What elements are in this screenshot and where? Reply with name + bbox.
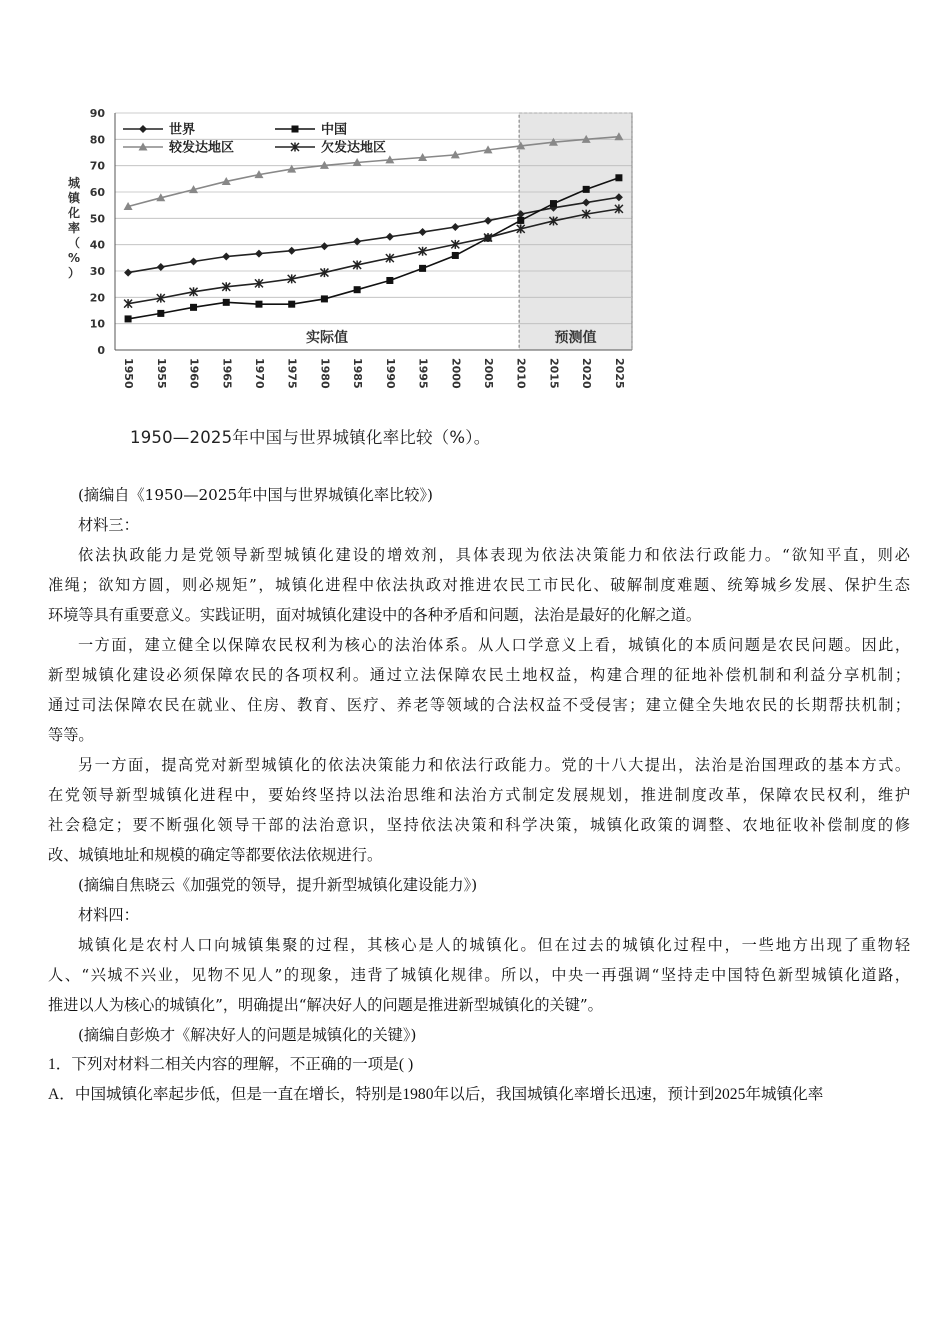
x-tick-label: 1975 xyxy=(285,358,299,389)
x-tick-label: 1985 xyxy=(351,358,365,389)
legend-item xyxy=(123,140,234,156)
data-point xyxy=(615,174,622,181)
paragraph-line: 依法执政能力是党领导新型城镇化建设的增效剂，具体表现为依法决策能力和依法行政能力。“欲知平直，则必 xyxy=(78,546,910,564)
y-tick-label: 70 xyxy=(89,159,105,173)
paragraph-line: 社会稳定；要不断强化领导干部的法治意识，坚持依法决策和科学决策，城镇化政策的调整、农地征收补偿制度的修 xyxy=(48,816,910,834)
data-point xyxy=(583,186,590,193)
x-tick-label: 2000 xyxy=(449,358,463,389)
data-point xyxy=(292,126,299,133)
data-point xyxy=(190,304,197,311)
data-point xyxy=(550,200,557,207)
x-tick-label: 2015 xyxy=(547,358,561,389)
y-axis-label xyxy=(67,176,81,280)
legend-label: 中国 xyxy=(321,122,348,138)
data-point xyxy=(288,301,295,308)
y-tick-label: 50 xyxy=(89,212,105,226)
x-tick-label: 2025 xyxy=(612,358,626,389)
y-axis-title: 城镇化率（%） xyxy=(67,176,81,280)
data-point xyxy=(125,315,132,322)
data-point xyxy=(288,247,296,255)
forecast-region xyxy=(519,113,632,350)
x-tick-label: 1950 xyxy=(122,358,136,389)
data-point xyxy=(222,253,230,261)
paragraph-line: 人、“兴城不兴业，见物不见人”的现象，违背了城镇化规律。所以，中央一再强调“坚持走中国特色新型城镇化道路， xyxy=(48,966,910,984)
data-point xyxy=(157,263,165,271)
data-point xyxy=(517,217,524,224)
paragraph-line: 等等。 xyxy=(48,726,94,744)
urbanization-line-chart xyxy=(60,95,650,405)
source-note: (摘编自《1950—2025年中国与世界城镇化率比较》) xyxy=(78,486,433,504)
x-tick-labels xyxy=(122,358,626,389)
data-point xyxy=(386,233,394,241)
actual-region-label: 实际值 xyxy=(306,330,349,346)
legend xyxy=(123,122,386,156)
y-tick-label: 20 xyxy=(89,291,105,305)
data-point xyxy=(386,277,393,284)
y-tick-label: 60 xyxy=(89,186,105,199)
data-point xyxy=(320,242,328,250)
legend-item xyxy=(275,122,347,138)
y-tick-label: 0 xyxy=(97,344,105,357)
x-tick-label: 2020 xyxy=(580,358,594,389)
x-tick-label: 1995 xyxy=(416,358,430,389)
paragraph-line: 推进以人为核心的城镇化”，明确提出“解决好人的问题是推进新型城镇化的关键”。 xyxy=(48,996,603,1014)
legend-label: 世界 xyxy=(169,122,196,138)
y-tick-label: 90 xyxy=(89,107,105,120)
data-point xyxy=(255,301,262,308)
y-tick-label: 40 xyxy=(89,238,105,252)
data-point xyxy=(223,299,230,306)
source-note: (摘编自焦晓云《加强党的领导，提升新型城镇化建设能力》) xyxy=(78,876,478,894)
x-tick-label: 1960 xyxy=(187,358,201,389)
document-body xyxy=(48,480,910,1110)
paragraph-line: 新型城镇化建设必须保障农民的各项权利。通过立法保障农民土地权益，构建合理的征地补偿机制和利益分享机制； xyxy=(48,666,910,684)
paragraph-line: 一方面，建立健全以保障农民权利为核心的法治体系。从人口学意义上看，城镇化的本质问题是农民问题。因此， xyxy=(78,636,910,654)
data-point xyxy=(452,252,459,259)
data-point xyxy=(419,265,426,272)
data-point xyxy=(157,310,164,317)
x-tick-label: 2005 xyxy=(482,358,496,389)
section-heading: 材料三： xyxy=(78,516,139,534)
x-tick-label: 1965 xyxy=(220,358,234,389)
legend-label: 较发达地区 xyxy=(169,140,235,156)
x-tick-label: 1980 xyxy=(318,358,332,389)
question-option-a: A．中国城镇化率起步低，但是一直在增长，特别是1980年以后，我国城镇化率增长迅速，预计到2025年城镇化率 xyxy=(48,1086,824,1103)
y-tick-labels xyxy=(90,107,106,357)
section-heading: 材料四： xyxy=(78,906,139,924)
x-tick-label: 1955 xyxy=(154,358,168,389)
forecast-region-label: 预测值 xyxy=(554,330,597,346)
data-point xyxy=(124,269,132,277)
paragraph-line: 准绳；欲知方圆，则必规矩”，城镇化进程中依法执政对推进农民工市民化、破解制度难题、统筹城乡发展、保护生态 xyxy=(48,576,910,594)
legend-item xyxy=(123,122,195,138)
data-point xyxy=(321,295,328,302)
legend-label: 欠发达地区 xyxy=(321,140,387,156)
y-tick-label: 30 xyxy=(89,265,105,278)
x-tick-label: 1970 xyxy=(252,358,266,389)
data-point xyxy=(354,286,361,293)
legend-item xyxy=(275,140,386,156)
paragraph-line: 环境等具有重要意义。实践证明，面对城镇化建设中的各种矛盾和问题，法治是最好的化解之道。 xyxy=(48,606,702,624)
question-stem: 1．下列对材料二相关内容的理解，不正确的一项是( ) xyxy=(48,1056,414,1073)
data-point xyxy=(451,223,459,231)
paragraph-line: 城镇化是农村人口向城镇集聚的过程，其核心是人的城镇化。但在过去的城镇化过程中，一些地方出现了重物轻 xyxy=(78,936,910,954)
data-point xyxy=(484,217,492,225)
paragraph-line: 另一方面，提高党对新型城镇化的依法决策能力和依法行政能力。党的十八大提出，法治是治国理政的基本方式。 xyxy=(78,756,910,774)
data-point xyxy=(255,250,263,258)
data-point xyxy=(139,125,147,133)
y-tick-label: 80 xyxy=(89,133,105,147)
data-point xyxy=(190,258,198,266)
x-tick-label: 2010 xyxy=(514,358,528,389)
paragraph-line: 通过司法保障农民在就业、住房、教育、医疗、养老等领域的合法权益不受侵害；建立健全失地农民的长期帮扶机制； xyxy=(48,696,910,714)
chart-caption: 1950—2025年中国与世界城镇化率比较（%）。 xyxy=(130,428,491,447)
paragraph-line: 改、城镇地址和规模的确定等都要依法依规进行。 xyxy=(48,846,383,864)
data-point xyxy=(419,228,427,236)
paragraph-line: 在党领导新型城镇化进程中，要始终坚持以法治思维和法治方式制定发展规划，推进制度改革，保障农民权利，维护 xyxy=(48,786,910,804)
y-tick-label: 10 xyxy=(89,317,105,331)
source-note: (摘编自彭焕才《解决好人的问题是城镇化的关键》) xyxy=(78,1026,417,1044)
forecast-shading xyxy=(519,113,632,350)
x-tick-label: 1990 xyxy=(383,358,397,389)
